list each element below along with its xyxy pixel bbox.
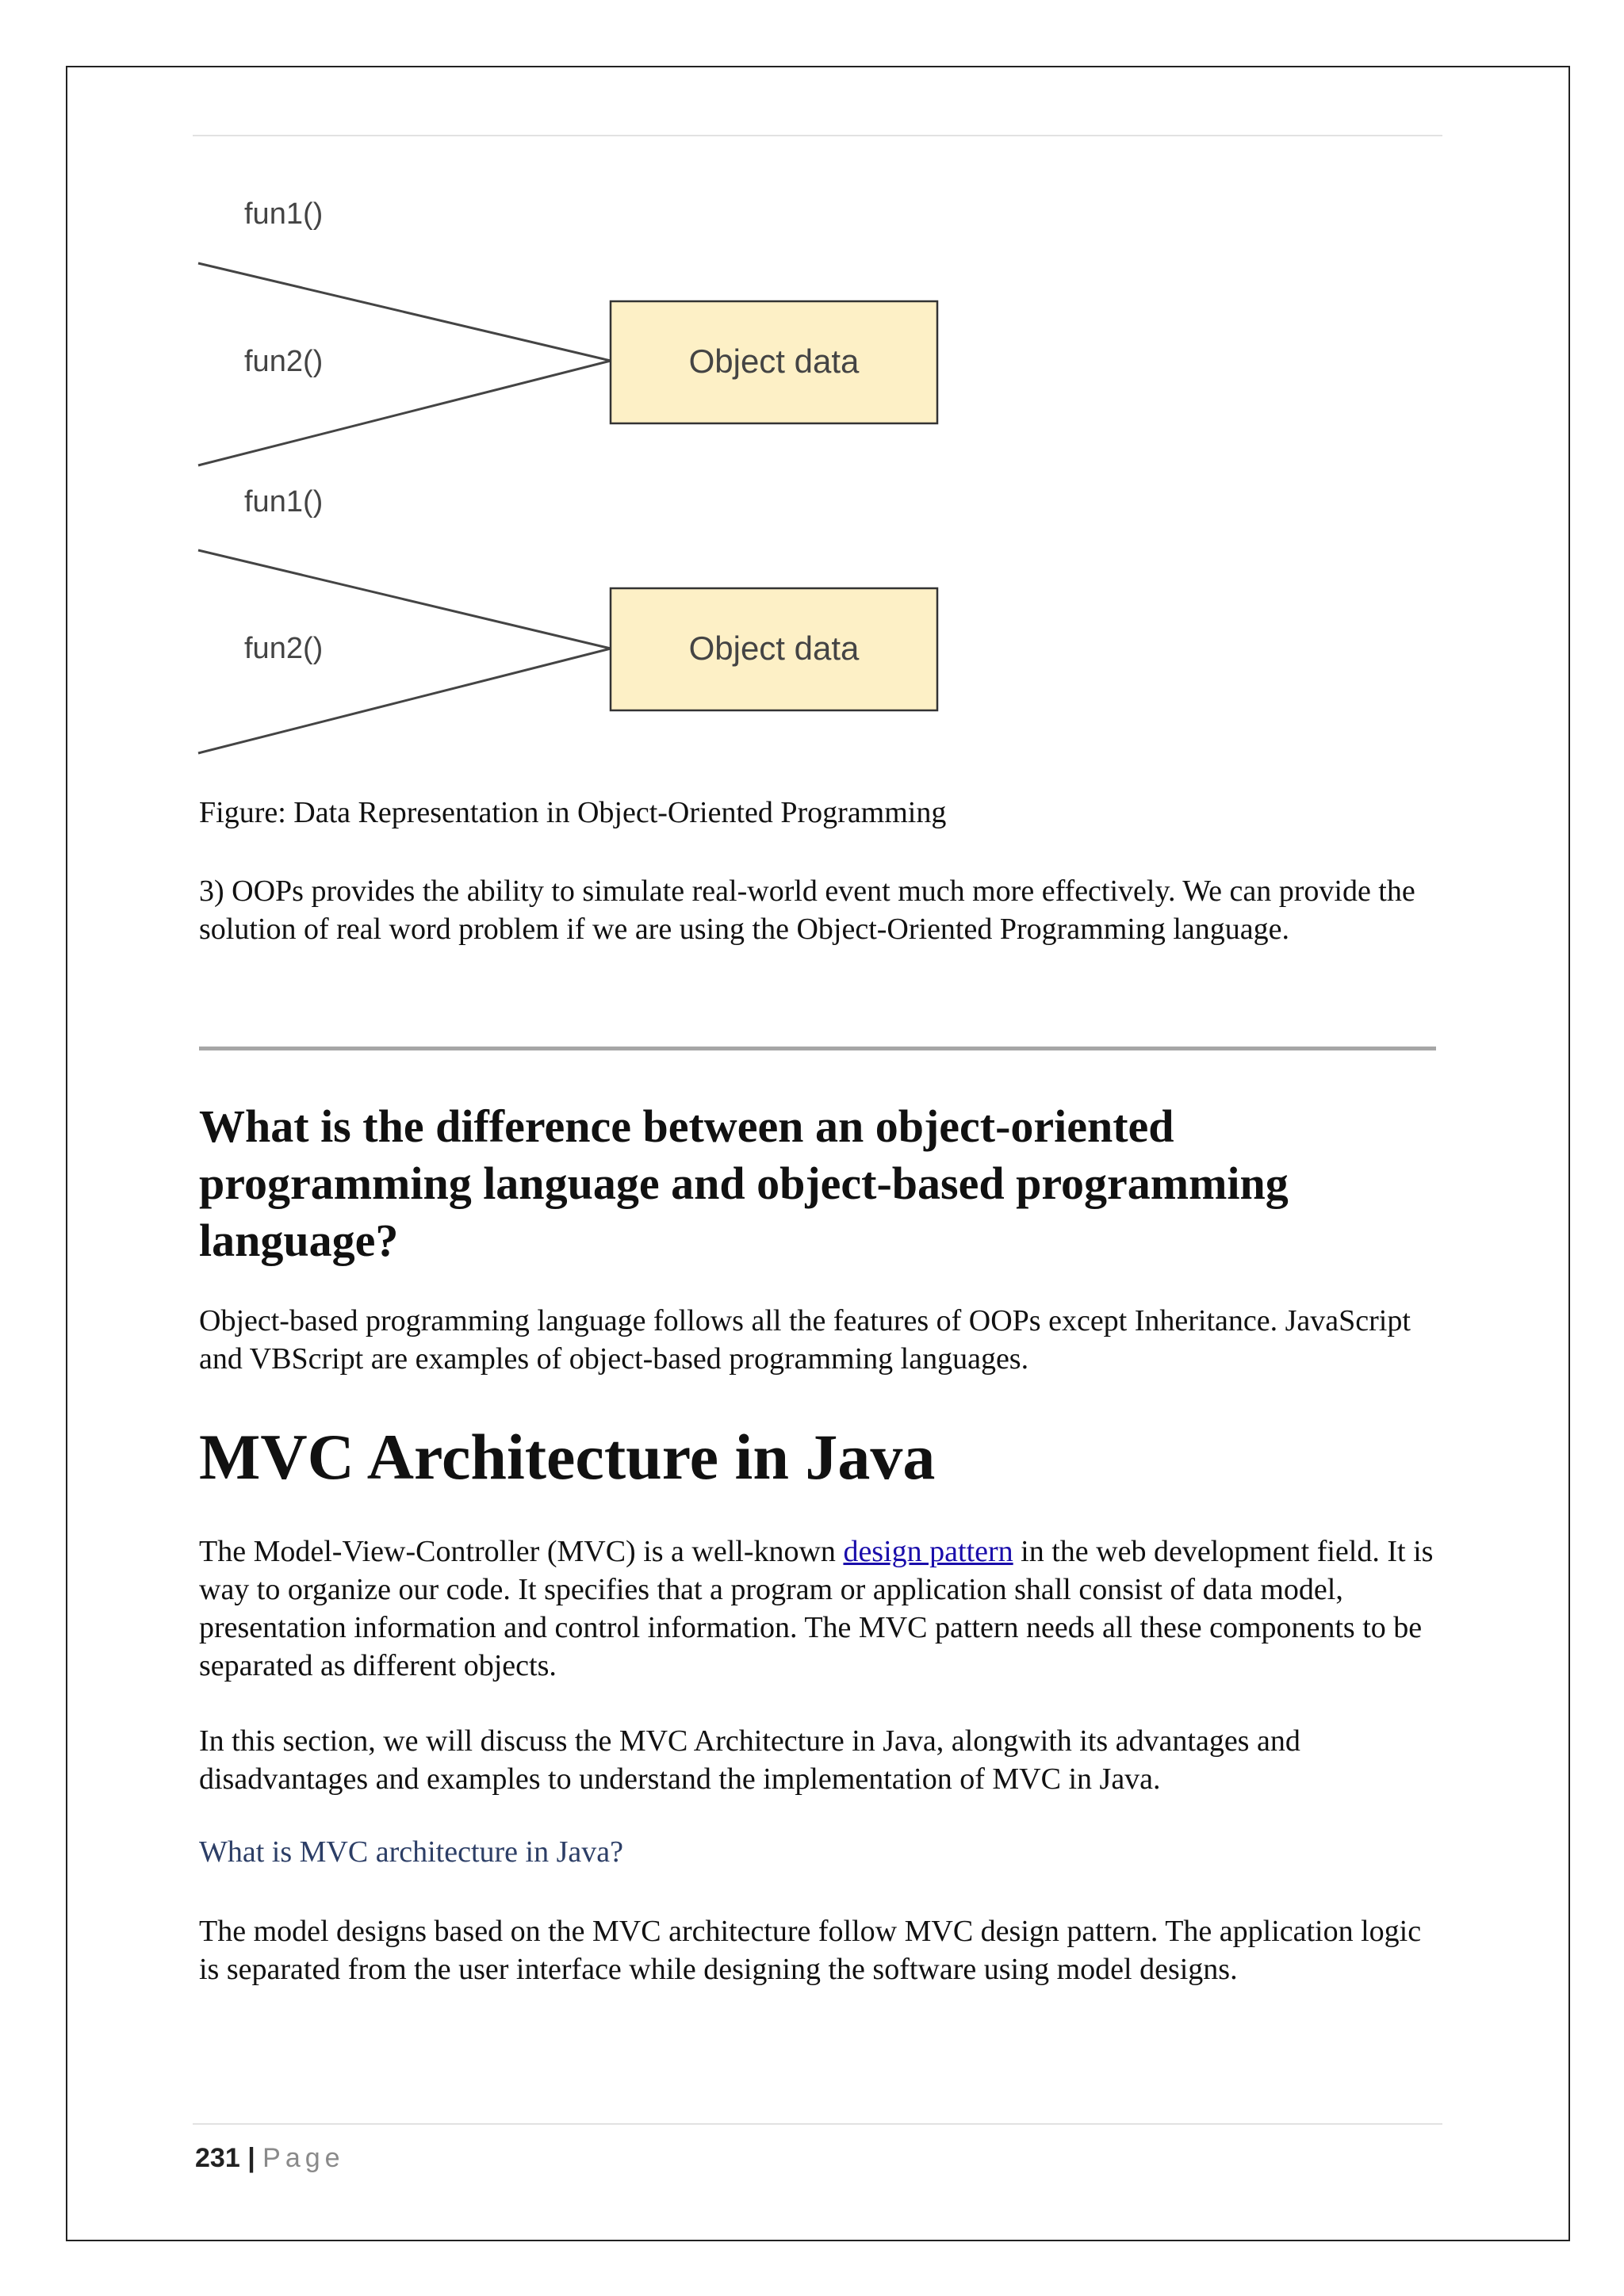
page-label: Page [262,2143,345,2173]
mvc-intro-text-after: in the web development field. It is way to organize our code. It specifies that a program or application shall consist of data model, presentation information and control information. The MVC pattern needs all these components to be separated as different objects. [199,1535,1434,1682]
page-footer [195,2143,345,2174]
paragraph-section-intro: In this section, we will discuss the MVC Architecture in Java, alongwith its advantages and disadvantages and examples to understand the implementation of MVC in Java. [199,1724,1300,1796]
paragraph-object-based: Object-based programming language follows all the features of OOPs except Inheritance. JavaScript and VBScript are examples of object-based programming languages. [199,1304,1411,1376]
page-number: 231 [195,2143,240,2173]
header-rule [193,135,1442,136]
diagram-label-fun2-b: fun2() [244,632,324,665]
diagram-box-a-label: Object data [688,342,860,380]
diagram-label-fun2-a: fun2() [244,345,324,378]
subheading-what-is-mvc: What is MVC architecture in Java? [199,1835,623,1869]
paragraph-mvc-intro [199,1533,1444,1685]
footer-rule [193,2123,1442,2125]
design-pattern-link[interactable]: design pattern [843,1535,1013,1568]
heading-difference: What is the difference between an object-oriented programming language and object-based programming language? [199,1100,1289,1266]
footer-separator: | [247,2143,255,2173]
section-divider [199,1047,1436,1050]
diagram-label-fun1-b: fun1() [244,485,324,519]
diagram-box-b-label: Object data [688,629,860,667]
oop-data-diagram [193,182,986,769]
diagram-label-fun1-a: fun1() [244,197,324,231]
heading-mvc-architecture: MVC Architecture in Java [199,1421,936,1493]
mvc-intro-text-before: The Model-View-Controller (MVC) is a well-known [199,1535,844,1568]
paragraph-model-designs: The model designs based on the MVC architecture follow MVC design pattern. The application logic is separated from the user interface while designing the software using model designs. [199,1915,1422,1986]
paragraph-oops-simulation: 3) OOPs provides the ability to simulate real-world event much more effectively. We can provide the solution of real word problem if we are using the Object-Oriented Programming language. [199,874,1415,946]
figure-caption: Figure: Data Representation in Object-Oriented Programming [199,796,947,829]
